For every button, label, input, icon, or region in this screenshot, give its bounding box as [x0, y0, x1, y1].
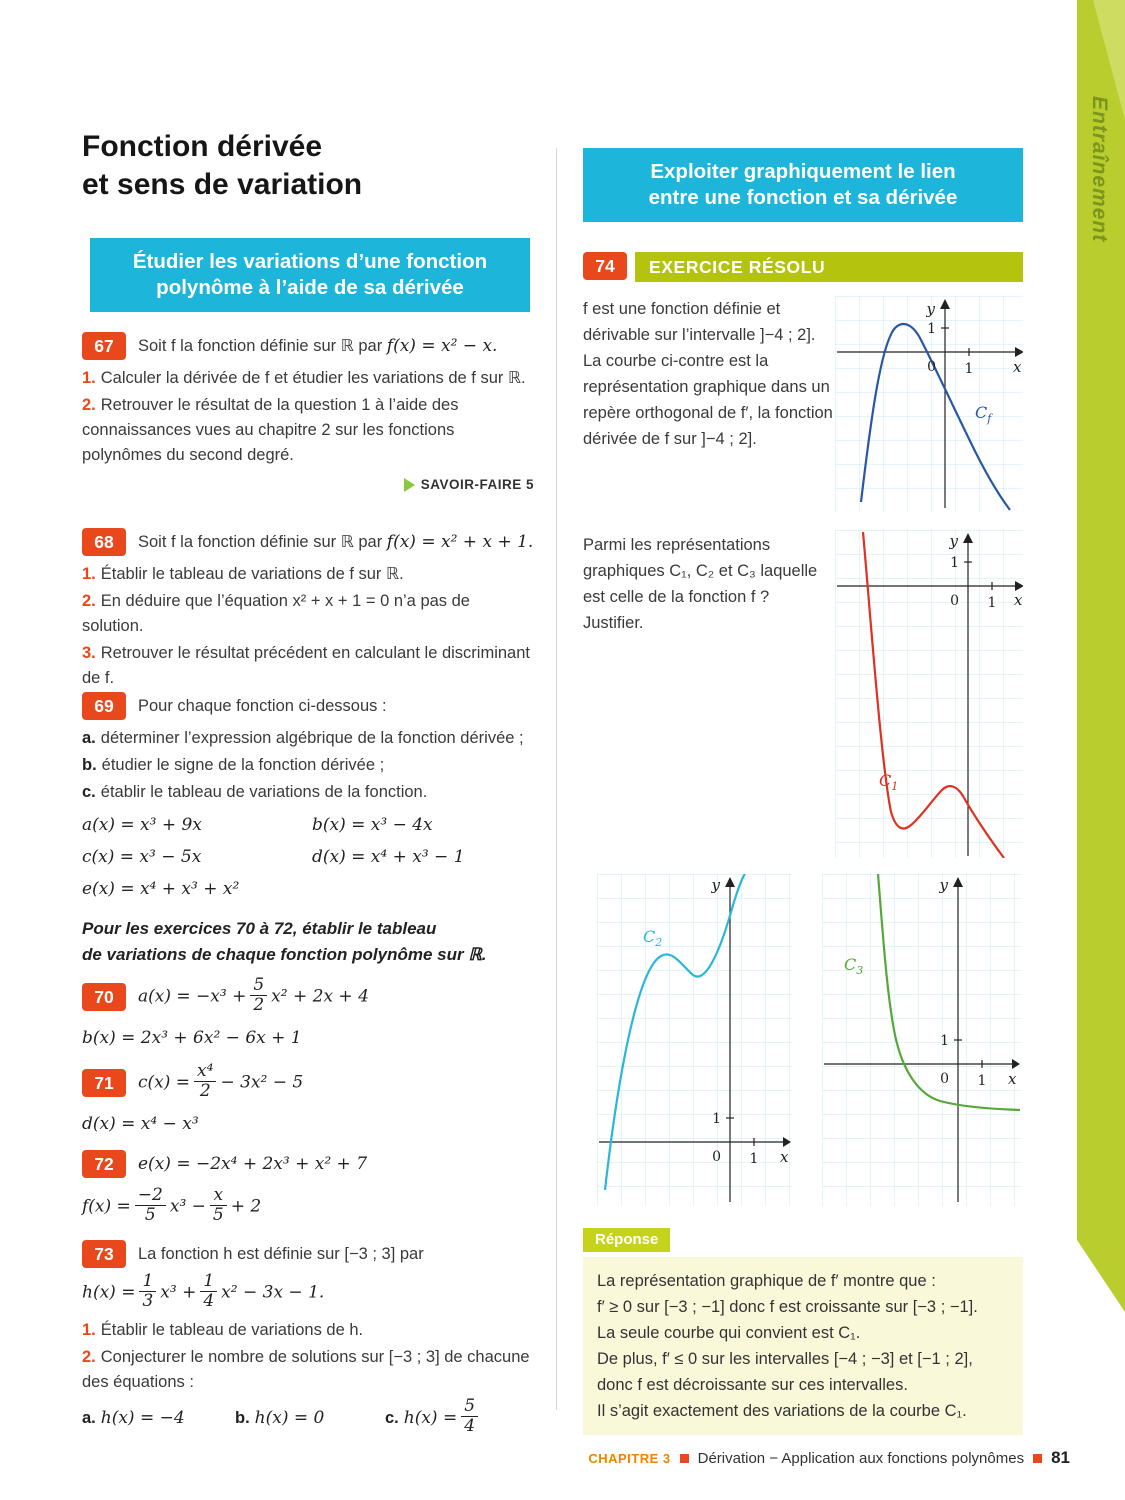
formula: [138, 975, 369, 1016]
equation-c: [385, 1396, 534, 1437]
exercise-number-badge: 69: [82, 692, 126, 720]
answer-box: [583, 1257, 1023, 1435]
item-c: [82, 780, 527, 805]
exercise-71: [82, 1061, 534, 1137]
section-header-right-line2: entre une fonction et sa dérivée: [648, 186, 958, 209]
graph-c2: [597, 874, 792, 1206]
fraction: [200, 1272, 217, 1310]
formula-part: − 3x² − 5: [220, 1072, 304, 1093]
fraction-denominator: 4: [464, 1416, 476, 1437]
y-axis-label: y: [711, 876, 720, 894]
curve-letter: C: [975, 403, 988, 422]
grid-background: [822, 874, 1022, 1206]
answer-line: La représentation graphique de f′ montre que :: [597, 1272, 936, 1290]
item-text: déterminer l’expression algébrique de la fonction dérivée ;: [100, 729, 524, 747]
series-intro-line1: Pour les exercices 70 à 72, établir le tableau: [82, 919, 437, 938]
question-2: [82, 589, 534, 639]
formula: h(x) = −4: [100, 1408, 185, 1429]
question-1: [82, 562, 534, 587]
origin-label: 0: [712, 1149, 721, 1165]
exercise-number-badge: 67: [82, 332, 126, 360]
exercise-number-badge: 68: [82, 528, 126, 556]
answer-line: Il s’agit exactement des variations de la courbe C₁.: [597, 1402, 967, 1420]
formula: f(x) = x² + x + 1.: [386, 531, 534, 552]
question-number: 2.: [82, 1348, 96, 1367]
series-intro: [82, 916, 542, 968]
savoir-faire-label: SAVOIR-FAIRE 5: [420, 477, 534, 492]
formula-part: h(x) =: [403, 1408, 458, 1429]
question-2: [82, 393, 534, 468]
curve-letter: C: [643, 927, 656, 946]
formula-part: x³ +: [160, 1282, 197, 1303]
section-header-left-line2: polynôme à l’aide de sa dérivée: [156, 276, 464, 299]
answer-line: La seule courbe qui convient est C₁.: [597, 1324, 861, 1342]
answer-line: f′ ≥ 0 sur [−3 ; −1] donc f est croissante sur [−3 ; −1].: [597, 1298, 978, 1316]
question-2: [82, 1345, 534, 1395]
y-axis-label: y: [939, 876, 948, 894]
exercise-68: [82, 528, 534, 693]
origin-label: 0: [927, 359, 936, 375]
fraction-numerator: 1: [200, 1272, 217, 1292]
footer-bullet-icon: [1033, 1454, 1042, 1463]
savoir-faire-triangle-icon: [404, 478, 415, 492]
fraction-numerator: −2: [135, 1186, 166, 1206]
fraction-numerator: 1: [139, 1272, 156, 1292]
formula: d(x) = x⁴ − x³: [82, 1114, 199, 1135]
question-text: Établir le tableau de variations de f sur ℝ.: [100, 565, 404, 583]
grid-background: [835, 530, 1023, 858]
origin-label: 0: [950, 593, 959, 609]
y-axis-label: y: [949, 532, 958, 550]
y-tick-label: 1: [950, 555, 959, 571]
formula-part: f(x) =: [82, 1196, 131, 1217]
item-letter: c.: [385, 1409, 399, 1428]
formula: e(x) = x⁴ + x³ + x²: [82, 879, 240, 899]
graph-derivative-cf: [835, 296, 1023, 512]
curve-letter: C: [879, 771, 892, 790]
exercise-intro-text: Soit f la fonction définie sur ℝ par: [138, 336, 383, 355]
savoir-faire-ref: [82, 472, 534, 497]
question-text: Calculer la dérivée de f et étudier les variations de f sur ℝ.: [100, 369, 526, 387]
formula: f(x) = x² − x.: [386, 335, 498, 356]
chapter-label: CHAPITRE 3: [588, 1450, 671, 1466]
exercise-intro-text: Pour chaque fonction ci-dessous :: [138, 696, 387, 715]
question-number: 2.: [82, 396, 96, 414]
question-number: 1.: [82, 565, 96, 583]
fraction: [250, 976, 267, 1014]
exercise-number-badge: 71: [82, 1069, 126, 1097]
formula: d(x) = x⁴ + x³ − 1: [312, 847, 465, 867]
formula-part: + 2: [230, 1196, 262, 1217]
fraction: [210, 1186, 227, 1224]
exercise-67: [82, 332, 534, 497]
curve-subscript: 2: [655, 936, 663, 949]
question-number: 3.: [82, 644, 96, 662]
fraction-denominator: 5: [144, 1204, 156, 1225]
formula: a(x) = x³ + 9x: [82, 815, 202, 835]
section-header-left: [90, 238, 530, 312]
y-tick-label: 1: [940, 1033, 949, 1049]
exercise-74-header: [583, 252, 1023, 282]
grid-background: [597, 874, 792, 1206]
origin-label: 0: [940, 1071, 949, 1087]
column-divider: [556, 148, 557, 1410]
exercise-number-badge: 72: [82, 1150, 126, 1178]
item-text: étudier le signe de la fonction dérivée ;: [101, 756, 385, 774]
page-title-line2: et sens de variation: [82, 168, 363, 201]
y-tick-label: 1: [927, 321, 936, 337]
fraction: [461, 1397, 478, 1435]
fraction: [135, 1186, 166, 1224]
curve-letter: C: [844, 955, 857, 974]
page-footer: [588, 1448, 1070, 1468]
exercise-70: [82, 975, 534, 1051]
equation-b: [235, 1406, 385, 1431]
section-header-left-line1: Étudier les variations d’une fonction: [132, 250, 488, 273]
exercise-72: [82, 1150, 534, 1226]
page-title-line1: Fonction dérivée: [82, 130, 323, 163]
x-tick-label: 1: [749, 1151, 759, 1167]
equation-row: [82, 1396, 534, 1437]
exercise-intro-text: La fonction h est définie sur [−3 ; 3] par: [138, 1244, 424, 1263]
exercise-74-question: Parmi les représentations graphiques C₁, C₂ et C₃ laquelle est celle de la fonction f ? Justifier.: [583, 536, 818, 632]
fraction: [139, 1272, 156, 1310]
formula-part: a(x) = −x³ +: [138, 986, 247, 1007]
curve-subscript: 1: [891, 780, 899, 793]
formula: [82, 1271, 534, 1312]
formula: c(x) = x³ − 5x: [82, 847, 202, 867]
x-tick-label: 1: [977, 1073, 987, 1089]
formula-part: x³ −: [169, 1196, 206, 1217]
fraction-denominator: 5: [212, 1204, 224, 1225]
section-header-right-line1: Exploiter graphiquement le lien: [650, 160, 956, 183]
exercise-74-statement: f est une fonction définie et dérivable sur l’intervalle ]−4 ; 2]. La courbe ci-contre est la représentation graphique dans un repère orthogonal de f′, la fonction dérivée de f sur ]−4 ; 2].: [583, 300, 833, 448]
item-letter: a.: [82, 729, 96, 747]
footer-title: Dérivation − Application aux fonctions polynômes: [697, 1449, 1025, 1467]
exercise-73: [82, 1240, 534, 1438]
graph-c3: [822, 874, 1022, 1206]
question-text: Retrouver le résultat de la question 1 à l’aide des connaissances vues au chapitre 2 sur les fonctions polynômes du second degré.: [82, 396, 459, 464]
equation-a: [82, 1406, 235, 1431]
formula-grid: [82, 813, 527, 902]
formula: b(x) = x³ − 4x: [312, 815, 433, 835]
fraction-numerator: 5: [461, 1397, 478, 1417]
item-letter: b.: [235, 1409, 250, 1428]
question-text: En déduire que l’équation x² + x + 1 = 0 n’a pas de solution.: [82, 592, 470, 635]
formula: [403, 1396, 482, 1437]
item-a: [82, 726, 527, 751]
x-axis-label: x: [1008, 1070, 1017, 1088]
page-title: [82, 128, 362, 204]
curve-subscript: f: [987, 412, 992, 425]
reponse-chip: Réponse: [583, 1228, 670, 1252]
x-axis-label: x: [780, 1148, 789, 1166]
formula-part: x² + 2x + 4: [271, 986, 369, 1007]
item-b: [82, 753, 527, 778]
question-text: Retrouver le résultat précédent en calculant le discriminant de f.: [82, 644, 530, 687]
answer-line: donc f est décroissante sur ces intervalles.: [597, 1376, 908, 1394]
answer-line: De plus, f′ ≤ 0 sur les intervalles [−4 ; −3] et [−1 ; 2],: [597, 1350, 973, 1368]
fraction-denominator: 2: [199, 1080, 211, 1101]
fraction-numerator: x: [210, 1186, 227, 1206]
item-letter: c.: [82, 783, 96, 801]
formula: e(x) = −2x⁴ + 2x³ + x² + 7: [138, 1153, 368, 1174]
page-number: 81: [1051, 1448, 1070, 1467]
item-letter: b.: [82, 756, 97, 774]
fraction-numerator: x⁴: [194, 1062, 216, 1082]
footer-bullet-icon: [680, 1454, 689, 1463]
question-text: Conjecturer le nombre de solutions sur [−3 ; 3] de chacune des équations :: [82, 1348, 530, 1392]
formula-part: h(x) =: [82, 1282, 136, 1303]
curve-subscript: 3: [856, 964, 864, 977]
fraction-numerator: 5: [250, 976, 267, 996]
x-tick-label: 1: [987, 595, 997, 611]
question-3: [82, 641, 534, 691]
question-number: 1.: [82, 369, 96, 387]
sidebar-label: Entraînement: [1088, 96, 1111, 243]
x-axis-label: x: [1014, 591, 1023, 609]
formula: b(x) = 2x³ + 6x² − 6x + 1: [82, 1028, 302, 1049]
exercise-number-badge: 70: [82, 983, 126, 1011]
exercise-number-badge: 73: [82, 1240, 126, 1268]
formula: [138, 1061, 304, 1102]
x-tick-label: 1: [964, 361, 974, 377]
fraction-denominator: 2: [253, 994, 265, 1015]
exercise-69: [82, 692, 527, 902]
fraction-denominator: 3: [142, 1290, 154, 1311]
y-axis-label: y: [926, 300, 935, 318]
series-intro-line2: de variations de chaque fonction polynôme sur ℝ.: [82, 945, 487, 964]
question-number: 2.: [82, 592, 96, 610]
formula-part: x² − 3x − 1.: [221, 1282, 325, 1303]
formula-part: c(x) =: [138, 1072, 191, 1093]
y-tick-label: 1: [712, 1111, 721, 1127]
question-1: [82, 366, 534, 391]
item-letter: a.: [82, 1409, 96, 1428]
item-text: établir le tableau de variations de la fonction.: [100, 783, 428, 801]
question-text: Établir le tableau de variations de h.: [100, 1321, 364, 1340]
exercice-resolu-banner: EXERCICE RÉSOLU: [635, 252, 1023, 282]
formula: [82, 1185, 534, 1226]
graph-c1: [835, 530, 1023, 858]
question-1: [82, 1318, 534, 1343]
fraction: [194, 1062, 216, 1100]
exercise-number-badge: 74: [583, 252, 627, 280]
x-axis-label: x: [1013, 358, 1022, 376]
fraction-denominator: 4: [203, 1290, 215, 1311]
exercise-intro-text: Soit f la fonction définie sur ℝ par: [138, 532, 383, 551]
question-number: 1.: [82, 1321, 96, 1340]
formula: h(x) = 0: [254, 1408, 325, 1429]
section-header-right: [583, 148, 1023, 222]
